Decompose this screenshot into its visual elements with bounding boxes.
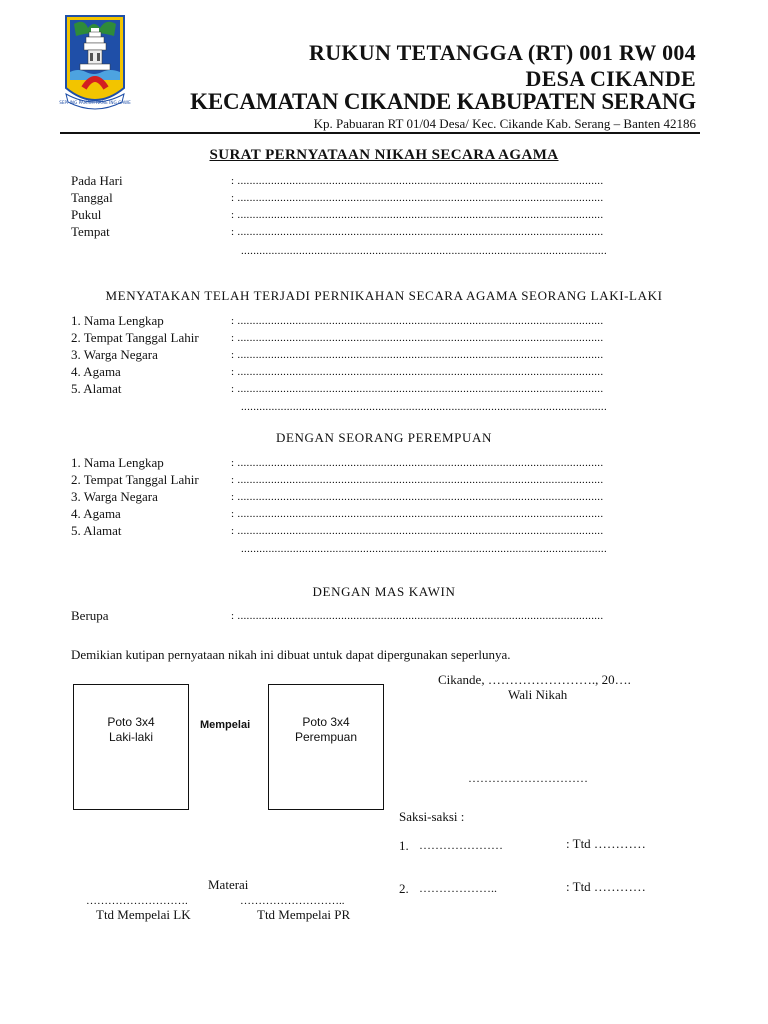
saksi-2-name: ……………….. — [419, 881, 497, 895]
groom-label-citizenship: 3. Warga Negara — [71, 347, 158, 362]
field-dots-place: : ........................................................................................................................ — [231, 226, 604, 238]
groom-dots-religion: : ........................................................................................................................ — [231, 366, 604, 378]
bride-dots-citizenship: : ........................................................................................................................ — [231, 491, 604, 503]
saksi-label: Saksi-saksi : — [399, 809, 465, 824]
bride-dots-address: : ........................................................................................................................ — [231, 525, 604, 537]
field-dots-place-cont: ........................................................................................................................ — [241, 245, 607, 257]
groom-label-religion: 4. Agama — [71, 364, 121, 379]
saksi-2-number: 2. — [399, 881, 409, 896]
groom-dots-birth: : ........................................................................................................................ — [231, 332, 604, 344]
closing-statement: Demikian kutipan pernyataan nikah ini dibuat untuk dapat dipergunakan seperlunya. — [71, 647, 511, 662]
mempelai-label: Mempelai — [200, 719, 251, 731]
header-divider — [60, 132, 700, 134]
field-dots-time: : ........................................................................................................................ — [231, 209, 604, 221]
groom-dots-address: : ........................................................................................................................ — [231, 383, 604, 395]
bride-label-birth: 2. Tempat Tanggal Lahir — [71, 472, 199, 487]
field-dots-date: : ........................................................................................................................ — [231, 192, 604, 204]
wali-signature-line: ………………………… — [468, 771, 588, 785]
groom-dots-address-cont: ........................................................................................................................ — [241, 401, 607, 413]
field-label-place: Tempat — [71, 224, 110, 239]
dowry-dots: : ........................................................................................................................ — [231, 610, 604, 622]
header-line-kecamatan: KECAMATAN CIKANDE KABUPATEN SERANG — [190, 89, 696, 114]
section-heading-groom: MENYATAKAN TELAH TERJADI PERNIKAHAN SECARA AGAMA SEORANG LAKI-LAKI — [105, 288, 663, 303]
groom-label-name: 1. Nama Lengkap — [71, 313, 164, 328]
bride-dots-religion: : ........................................................................................................................ — [231, 508, 604, 520]
bride-dots-name: : ........................................................................................................................ — [231, 457, 604, 469]
saksi-1-number: 1. — [399, 838, 409, 853]
photo-bride-line2: Perempuan — [294, 730, 358, 744]
header-line-desa: DESA CIKANDE — [525, 66, 696, 91]
bride-label-name: 1. Nama Lengkap — [71, 455, 164, 470]
photo-box-bride — [268, 684, 384, 810]
photo-groom-line2: Laki-laki — [108, 730, 153, 744]
dowry-label: Berupa — [71, 608, 109, 623]
place-date: Cikande, ……………………., 20…. — [438, 672, 631, 687]
document-title: SURAT PERNYATAAN NIKAH SECARA AGAMA — [209, 147, 559, 163]
bride-label-address: 5. Alamat — [71, 523, 122, 538]
section-heading-dowry: DENGAN MAS KAWIN — [312, 584, 456, 599]
saksi-1-name: ………………… — [419, 838, 503, 852]
photo-box-groom — [73, 684, 189, 810]
bride-dots-address-cont: ........................................................................................................................ — [241, 543, 607, 555]
field-label-time: Pukul — [71, 207, 102, 222]
bride-label-religion: 4. Agama — [71, 506, 121, 521]
photo-bride-line1: Poto 3x4 — [302, 715, 350, 729]
sign-pr-label: Ttd Mempelai PR — [257, 907, 351, 922]
wali-nikah-label: Wali Nikah — [508, 687, 568, 702]
header-line-rt: RUKUN TETANGGA (RT) 001 RW 004 — [309, 40, 696, 65]
regency-logo — [59, 10, 131, 122]
header-address: Kp. Pabuaran RT 01/04 Desa/ Kec. Cikande Kab. Serang – Banten 42186 — [313, 116, 696, 131]
field-label-date: Tanggal — [71, 190, 113, 205]
groom-label-address: 5. Alamat — [71, 381, 122, 396]
photo-groom-line1: Poto 3x4 — [107, 715, 155, 729]
materai-label: Materai — [208, 877, 249, 892]
bride-dots-birth: : ........................................................................................................................ — [231, 474, 604, 486]
svg-text:SEPI ING PAMRIH RAME ING GAWE: SEPI ING PAMRIH RAME ING GAWE — [59, 100, 131, 105]
sign-lk-label: Ttd Mempelai LK — [96, 907, 191, 922]
sign-pr-dots: ……………………….. — [240, 895, 345, 907]
field-label-day: Pada Hari — [71, 173, 123, 188]
field-dots-day: : ........................................................................................................................ — [231, 175, 604, 187]
saksi-2-ttd: : Ttd ………… — [566, 879, 646, 894]
groom-label-birth: 2. Tempat Tanggal Lahir — [71, 330, 199, 345]
groom-dots-citizenship: : ........................................................................................................................ — [231, 349, 604, 361]
section-heading-bride: DENGAN SEORANG PEREMPUAN — [276, 430, 492, 445]
bride-label-citizenship: 3. Warga Negara — [71, 489, 158, 504]
sign-lk-dots: ………………………. — [86, 895, 188, 907]
saksi-1-ttd: : Ttd ………… — [566, 836, 646, 851]
groom-dots-name: : ........................................................................................................................ — [231, 315, 604, 327]
